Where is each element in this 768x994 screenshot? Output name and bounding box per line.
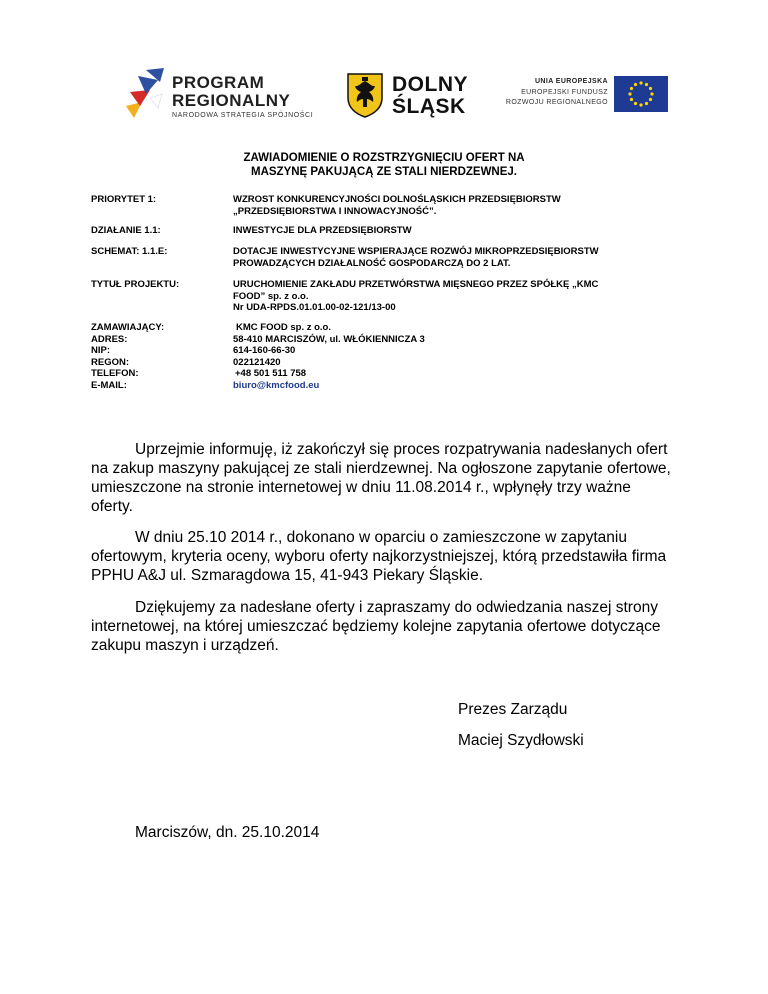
- p3-line-3: zakupu maszyn i urządzeń.: [91, 637, 279, 654]
- tytul-label: TYTUŁ PROJEKTU:: [91, 279, 180, 290]
- slask-line: ŚLĄSK: [392, 95, 466, 118]
- paragraph-1: [91, 440, 676, 516]
- tytul-value-3: Nr UDA-RPDS.01.01.00-02-121/13-00: [233, 302, 396, 313]
- title-line-1: ZAWIADOMIENIE O ROZSTRZYGNIĘCIU OFERT NA: [243, 152, 525, 164]
- p2-line-1: [91, 528, 676, 547]
- p1-line-3: umieszczone na stronie internetowej w dniu 11.08.2014 r., wpłynęły trzy ważne: [91, 479, 631, 496]
- p2-line-2: ofertowym, kryteria oceny, wyboru oferty najkorzystniejszej, którą przedstawiła firma: [91, 548, 667, 565]
- p2-line-3: PPHU A&J ul. Szmaragdowa 15, 41-943 Piekary Śląskie.: [91, 567, 483, 584]
- program-regionalny-logo: [120, 68, 320, 124]
- telefon-value: +48 501 511 758: [235, 368, 307, 379]
- adres-label: ADRES:: [91, 333, 128, 345]
- eagle-crest-icon: [346, 72, 384, 118]
- schemat-value-2: PROWADZĄCYCH DZIAŁALNOŚĆ GOSPODARCZĄ DO 2 LAT.: [233, 257, 511, 269]
- program-subtitle: NARODOWA STRATEGIA SPÓJNOŚCI: [172, 112, 314, 119]
- p3-line-2: internetowej, na której umieszczać będziemy kolejne zapytania ofertowe dotyczące: [91, 618, 661, 635]
- zamawiajacy-label: ZAMAWIAJĄCY:: [91, 322, 165, 333]
- p2-line-1-text: W dniu 25.10 2014 r., dokonano w oparciu o zamieszczone w zapytaniu: [135, 529, 627, 546]
- regionalny-line: REGIONALNY: [172, 91, 291, 110]
- program-line: PROGRAM: [172, 73, 265, 92]
- schemat-label: SCHEMAT: 1.1.E:: [91, 246, 168, 257]
- signature-role: Prezes Zarządu: [458, 701, 568, 718]
- title-line-2: MASZYNĘ PAKUJĄCĄ ZE STALI NIERDZEWNEJ.: [250, 166, 517, 178]
- p1-line-4: oferty.: [91, 498, 133, 515]
- signature-name: Maciej Szydłowski: [458, 732, 584, 749]
- dzialanie-value: INWESTYCJE DLA PRZEDSIĘBIORSTW: [233, 225, 412, 236]
- p1-line-1: [91, 440, 676, 459]
- nip-value: 614-160-66-30: [233, 345, 296, 356]
- eu-line-3: ROZWOJU REGIONALNEGO: [505, 99, 608, 106]
- dolny-slask-logo: [346, 72, 470, 120]
- p3-line-1: [91, 598, 676, 617]
- regon-label: REGON:: [91, 356, 129, 368]
- tytul-value-1: URUCHOMIENIE ZAKŁADU PRZETWÓRSTWA MIĘSNEGO PRZEZ SPÓŁKĘ „KMC: [233, 279, 599, 290]
- schemat-value-1: DOTACJE INWESTYCYJNE WSPIERAJĄCE ROZWÓJ MIKROPRZEDSIĘBIORSTW: [233, 246, 599, 257]
- priorytet-value-2: „PRZEDSIĘBIORSTWA I INNOWACYJNOŚĆ”.: [233, 205, 437, 217]
- dzialanie-label: DZIAŁANIE 1.1:: [91, 225, 161, 236]
- telefon-label: TELEFON:: [91, 368, 139, 379]
- eu-line-2: EUROPEJSKI FUNDUSZ: [521, 89, 608, 96]
- p1-line-1-text: Uprzejmie informuję, iż zakończył się proces rozpatrywania nadesłanych ofert: [135, 441, 668, 458]
- p1-line-2: na zakup maszyny pakującej ze stali nierdzewnej. Na ogłoszone zapytanie ofertowe,: [91, 460, 671, 477]
- priorytet-label: PRIORYTET 1:: [91, 194, 157, 205]
- priorytet-value-1: WZROST KONKURENCYJNOŚCI DOLNOŚLĄSKICH PRZEDSIĘBIORSTW: [233, 194, 561, 205]
- paragraph-2: [91, 528, 676, 585]
- eu-flag-icon: [614, 76, 668, 112]
- paragraph-3: [91, 598, 676, 655]
- nip-label: NIP:: [91, 345, 110, 356]
- place-date: Marciszów, dn. 25.10.2014: [135, 824, 320, 841]
- adres-value: 58-410 MARCISZÓW, ul. WŁÓKIENNICZA 3: [233, 333, 425, 345]
- eu-line-1: UNIA EUROPEJSKA: [534, 78, 608, 85]
- eu-logo: [500, 72, 670, 116]
- email-label: E-MAIL:: [91, 379, 127, 391]
- zamawiajacy-value: KMC FOOD sp. z o.o.: [236, 322, 331, 333]
- document-title: [200, 151, 568, 179]
- tytul-value-2: FOOD” sp. z o.o.: [233, 290, 309, 302]
- email-link[interactable]: biuro@kmcfood.eu: [233, 379, 320, 391]
- p3-line-1-text: Dziękujemy za nadesłane oferty i zapraszamy do odwiedzania naszej strony: [135, 599, 658, 616]
- dolny-line: DOLNY: [392, 73, 468, 96]
- regon-value: 022121420: [233, 356, 281, 368]
